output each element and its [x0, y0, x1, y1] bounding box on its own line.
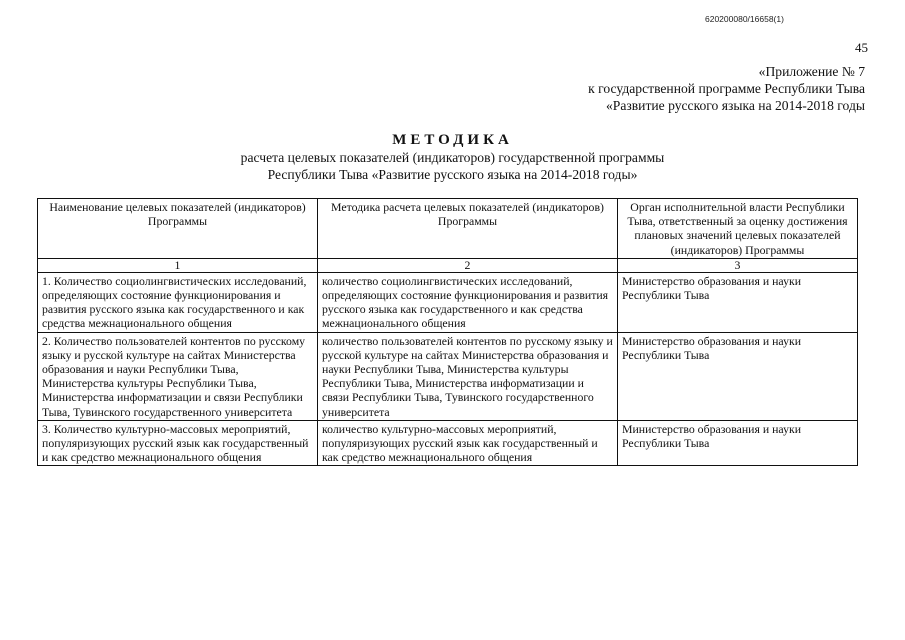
authority-cell: Министерство образования и науки Республики Тыва: [618, 272, 858, 332]
authority-cell: Министерство образования и науки Республики Тыва: [618, 420, 858, 466]
indicator-cell: 2. Количество пользователей контентов по русскому языку и русской культуре на сайтах Министерства образования и науки Республики Тыва, Министерства культуры Республики Тыва, Министерства информатизации и связи Республики Тыва, Тувинского государственного университета: [38, 332, 318, 420]
method-cell: количество социолингвистических исследований, определяющих состояние функционирования и развития русского языка как государственного и как средства межнационального общения: [318, 272, 618, 332]
appendix-line-3: «Развитие русского языка на 2014-2018 годы: [605, 98, 865, 113]
title-line-2: Республики Тыва «Развитие русского языка на 2014-2018 годы»: [267, 167, 638, 182]
column-number-3: 3: [618, 258, 858, 272]
header-responsible-authority: Орган исполнительной власти Республики Тыва, ответственный за оценку достижения плановых значений целевых показателей (индикаторов) Программы: [618, 199, 858, 259]
table-column-numbers: [38, 258, 858, 272]
method-cell: количество культурно-массовых мероприятий, популяризующих русский язык как государственный и как средство межнационального общения: [318, 420, 618, 466]
page-number: 45: [855, 40, 868, 55]
method-cell: количество пользователей контентов по русскому языку и русской культуре на сайтах Министерства образования и науки Республики Тыва, Министерства культуры Республики Тыва, Министерства информатизации и связи Республики Тыва, Тувинского государственного университета: [318, 332, 618, 420]
table-header-row: [38, 199, 858, 259]
column-number-1: 1: [38, 258, 318, 272]
header-indicator-name: Наименование целевых показателей (индикаторов) Программы: [38, 199, 318, 259]
document-code: 620200080/16658(1): [705, 14, 784, 24]
table-row: [38, 272, 858, 332]
column-number-2: 2: [318, 258, 618, 272]
document-title: [0, 131, 905, 183]
appendix-note: [445, 63, 865, 114]
table-row: [38, 332, 858, 420]
table-row: [38, 420, 858, 466]
indicator-cell: 1. Количество социолингвистических исследований, определяющих состояние функционирования и развития русского языка как государственного и как средства межнационального общения: [38, 272, 318, 332]
header-calculation-method: Методика расчета целевых показателей (индикаторов) Программы: [318, 199, 618, 259]
title-heading: МЕТОДИКА: [392, 132, 513, 148]
indicator-cell: 3. Количество культурно-массовых мероприятий, популяризующих русский язык как государственный и как средство межнационального общения: [38, 420, 318, 466]
indicators-table: [37, 198, 858, 466]
appendix-line-2: к государственной программе Республики Тыва: [588, 81, 865, 96]
authority-cell: Министерство образования и науки Республики Тыва: [618, 332, 858, 420]
appendix-line-1: «Приложение № 7: [758, 64, 865, 79]
title-line-1: расчета целевых показателей (индикаторов) государственной программы: [240, 150, 665, 165]
